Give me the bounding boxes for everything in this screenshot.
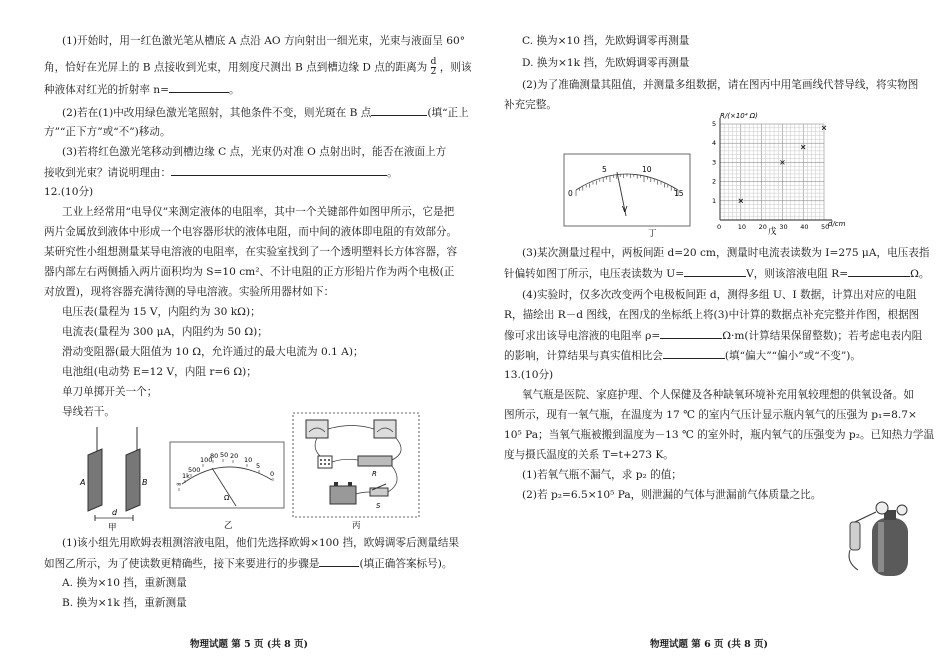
q13-heading: 13.(10分) <box>504 369 554 381</box>
q12-part1-line2: 如图乙所示，为了使读数更精确些，接下来要进行的步骤是 (填正确答案标号)。 <box>44 558 453 570</box>
gauge-icon <box>876 502 888 514</box>
q12-part3-line1: (3)某次测量过程中，两板间距 d=20 cm，测量时电流表读数为 I=275 μA，电压表指 <box>522 247 930 259</box>
q13-line2: 图所示，现有一氧气瓶，在温度为 17 ℃ 的室内气压计显示瓶内氧气的压强为 p₁=8.7× <box>504 409 917 421</box>
q12-intro-line5: 对放置)，现将容器充满待测的导电溶液。实验所用器材如下： <box>44 286 335 298</box>
ohm-scale-label: 5 <box>256 462 261 470</box>
answer-blank <box>848 266 910 277</box>
caption-bing: 丙 <box>352 521 361 531</box>
ohm-scale-label: ∞ <box>176 480 182 488</box>
q12-intro-line3: 某研究性小组想测量某导电溶液的电阻率，在实验室找到了一个透明塑料长方体容器，容 <box>44 246 458 258</box>
volt-scale-label: 15 <box>674 189 684 198</box>
ohm-scale-label: 0 <box>270 470 275 478</box>
q12-part3-line2: 针偏转如图丁所示，电压表读数为 U= V，则该溶液电阻 R= Ω。 <box>504 268 930 280</box>
figure-yi-ohmmeter <box>168 440 286 532</box>
label-S: S <box>376 502 381 510</box>
caption-jia: 甲 <box>108 523 117 533</box>
q12-part2-line2: 补充完整。 <box>504 99 557 111</box>
answer-blank <box>319 556 359 567</box>
battery-device <box>330 486 356 504</box>
q13-line4: 度与摄氏温度的关系 T=t+273 K。 <box>504 449 674 461</box>
label-d: d <box>112 508 118 517</box>
q12-part2-line1: (2)为了准确测量其阻值，并测量多组数据，请在图丙中用笔画线代替导线，将实物图 <box>522 79 919 91</box>
caption-wu: 戊 <box>768 227 777 237</box>
label-B: B <box>142 478 148 487</box>
answer-blank <box>684 266 746 277</box>
material-battery: 电池组(电动势 E=12 V，内阻 r=6 Ω)； <box>62 366 257 378</box>
caption-yi: 乙 <box>224 521 233 531</box>
ohm-scale-label: 20 <box>230 452 239 460</box>
q13-part2: (2)若 p₂=6.5×10⁵ Pa，则泄漏的气体与泄漏前气体质量之比。 <box>522 489 822 501</box>
gauge-icon <box>897 505 907 515</box>
label-A: A <box>80 478 86 487</box>
footer-right: 物理试题 第 6 页 (共 8 页) <box>650 639 769 650</box>
option-A: A. 换为×10 挡，重新测量 <box>62 577 187 589</box>
q12-part4-line2: R，描绘出 R－d 图线，在图戊的坐标纸上将(3)中计算的数据点补充完整并作图，根据图 <box>504 309 920 321</box>
material-ammeter: 电流表(量程为 300 μA，内阻约为 50 Ω)； <box>62 326 268 338</box>
container-device <box>318 456 332 468</box>
figure-jia-electrodes <box>70 425 180 533</box>
q12-heading: 12.(10分) <box>44 186 94 198</box>
q13-line3: 10⁵ Pa；当氧气瓶被搬到温度为－13 ℃ 的室外时，瓶内氧气的压强变为 p₂。已知热力学温 <box>504 429 935 441</box>
voltmeter-device <box>306 420 328 438</box>
rheostat-device <box>358 456 392 466</box>
volt-scale-label: 0 <box>568 189 573 198</box>
footer-left: 物理试题 第 5 页 (共 8 页) <box>190 639 309 650</box>
volt-scale-label: 10 <box>642 165 652 174</box>
ammeter-device <box>374 420 396 438</box>
graph-ytick: 2 <box>712 177 717 186</box>
volt-unit: V <box>622 205 628 214</box>
material-rheostat: 滑动变阻器(最大阻值为 10 Ω，允许通过的最大电流为 0.1 A)； <box>62 346 364 358</box>
q11-part2-line1: (2)若在(1)中改用绿色激光笔照射，其他条件不变，则光斑在 B 点 (填“正上 <box>62 107 469 119</box>
q11-part1-line3: 种液体对红光的折射率 n= 。 <box>44 84 240 96</box>
ohm-scale-label: 80 <box>210 452 219 460</box>
figure-bing-circuit <box>292 412 420 532</box>
q11-part1-line1: (1)开始时，用一红色激光笔从槽底 A 点沿 AO 方向射出一细光束，光束与液面呈 60° <box>62 35 466 47</box>
q12-part1-line1: (1)该小组先用欧姆表粗测溶液电阻，他们先选择欧姆×100 挡，欧姆调零后测量结果 <box>62 537 460 549</box>
q11-part3-line2: 接收到光束？请说明理由： 。 <box>44 167 398 179</box>
ohm-scale-label: 10 <box>244 456 253 464</box>
ohm-scale-label: 1k <box>182 472 190 480</box>
answer-blank <box>171 165 387 176</box>
q11-part3-line1: (3)若将红色激光笔移动到槽边缘 C 点，光束仍对准 O 点射出时，能否在液面上方 <box>62 146 447 158</box>
q12-part4-line4: 的影响，计算结果与真实值相比会 (填“偏大”“偏小”或“不变”)。 <box>504 350 862 362</box>
volt-scale-label: 5 <box>602 165 607 174</box>
graph-ylabel: R/(×10⁴ Ω) <box>720 112 758 120</box>
option-C: C. 换为×10 挡，先欧姆调零再测量 <box>522 35 690 47</box>
q12-intro-line2: 两片金属放到液体中形成一个电容器形状的液体电阻，而中间的液体即电阻的有效部分。 <box>44 226 458 238</box>
graph-xtick: 40 <box>800 223 809 231</box>
oxygen-cylinder-illustration <box>842 500 916 578</box>
q13-line1: 氧气瓶是医院、家庭护理、个人保健及各种缺氧环境补充用氧较理想的供氧设备。如 <box>522 389 914 401</box>
option-D: D. 换为×1k 挡，先欧姆调零再测量 <box>522 57 690 69</box>
ohm-scale-label: 100 <box>200 456 213 464</box>
fraction-d-over-2: $\frac{d}{2}$ <box>430 57 437 77</box>
q12-part4-line3: 像可求出该导电溶液的电阻率 ρ= Ω·m(计算结果保留整数)；若考虑电表内阻 <box>504 330 923 342</box>
figure-ding-voltmeter <box>562 150 692 238</box>
graph-xtick: 20 <box>758 223 767 231</box>
graph-xtick: 30 <box>779 223 788 231</box>
q12-intro-line1: 工业上经常用“电导仪”来测定液体的电阻率，其中一个关键部件如图甲所示，它是把 <box>62 206 455 218</box>
graph-xtick: 10 <box>737 223 747 231</box>
answer-blank <box>371 105 427 116</box>
answer-blank <box>663 348 725 359</box>
graph-ytick: 3 <box>712 158 717 167</box>
graph-xtick: 0 <box>717 223 722 231</box>
option-B: B. 换为×1k 挡，重新测量 <box>62 597 187 609</box>
graph-xlabel: d/cm <box>828 220 846 228</box>
figure-wu-graph <box>704 108 854 238</box>
material-wires: 导线若干。 <box>62 406 115 418</box>
graph-ytick: 1 <box>712 196 717 205</box>
material-voltmeter: 电压表(量程为 15 V，内阻约为 30 kΩ)； <box>62 306 261 318</box>
label-R: R <box>372 470 377 478</box>
answer-blank <box>169 82 229 93</box>
ohm-scale-label: 50 <box>220 451 229 459</box>
q12-intro-line4: 器内部左右两侧插入两片面积均为 S=10 cm²、不计电阻的正方形铅片作为两个电极(正 <box>44 266 455 278</box>
q11-part1-line2: 角，恰好在光屏上的 B 点接收到光束，用刻度尺测出 B 点到槽边缘 D 点的距离为 $\frac{d}{2}$ ，则该 <box>44 57 472 77</box>
caption-ding: 丁 <box>648 229 657 238</box>
q11-part2-line2: 方”“正下方”或“不”)移动。 <box>44 126 171 138</box>
q12-part4-line1: (4)实验时，仅多次改变两个电极板间距 d，测得多组 U、I 数据，计算出对应的电阻 <box>522 289 917 301</box>
q13-part1: (1)若氧气瓶不漏气，求 p₂ 的值； <box>522 469 682 481</box>
material-switch: 单刀单掷开关一个； <box>62 386 158 398</box>
ohm-unit: Ω <box>224 494 230 502</box>
ohm-scale-label: 500 <box>188 466 201 474</box>
graph-ytick: 4 <box>712 139 717 148</box>
answer-blank <box>660 328 722 339</box>
graph-ytick: 5 <box>712 120 717 128</box>
graph-xtick: 50 <box>821 223 830 231</box>
